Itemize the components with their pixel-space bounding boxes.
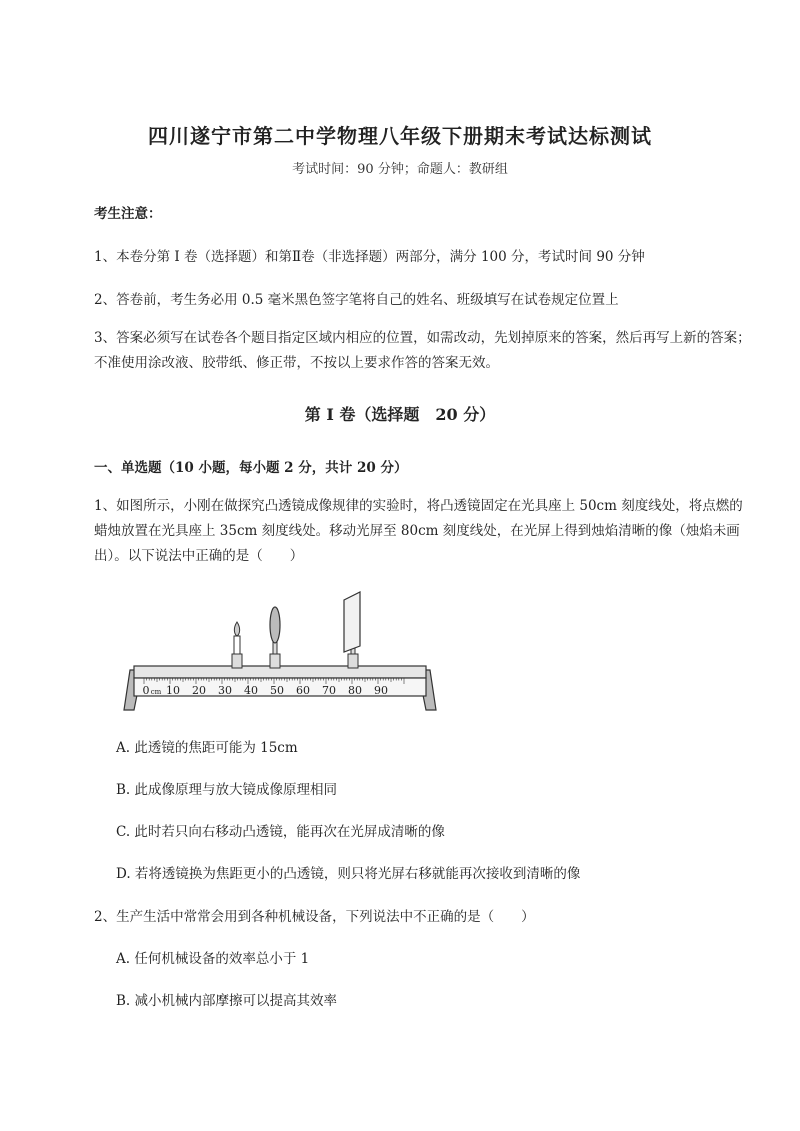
scale-label: 50 bbox=[270, 684, 284, 697]
convex-lens bbox=[270, 607, 280, 668]
scale-label: 10 bbox=[166, 684, 180, 697]
candle bbox=[232, 622, 242, 668]
notice-item: 1、本卷分第 I 卷（选择题）和第Ⅱ卷（非选择题）两部分，满分 100 分，考试时间 90 分钟 bbox=[94, 249, 645, 265]
notice-item: 2、答卷前，考生务必用 0.5 毫米黑色签字笔将自己的姓名、班级填写在试卷规定位置上 bbox=[94, 292, 619, 308]
scale-label: 60 bbox=[296, 684, 310, 697]
notice-item: 3、答案必须写在试卷各个题目指定区域内相应的位置，如需改动，先划掉原来的答案，然后再写上新的答案；不准使用涂改液、胶带纸、修正带，不按以上要求作答的答案无效。 bbox=[94, 330, 751, 371]
scale-label: 0 bbox=[142, 684, 150, 697]
question-stem: 2、生产生活中常常会用到各种机械设备，下列说法中不正确的是（ ） bbox=[94, 909, 535, 925]
scale-label: cm bbox=[150, 688, 162, 696]
scale-label: 30 bbox=[218, 684, 232, 697]
page-title: 四川遂宁市第二中学物理八年级下册期末考试达标测试 bbox=[148, 124, 652, 148]
question-option: C. 此时若只向右移动凸透镜，能再次在光屏成清晰的像 bbox=[116, 824, 445, 840]
question-option: A. 此透镜的焦距可能为 15cm bbox=[116, 740, 298, 756]
question-option: A. 任何机械设备的效率总小于 1 bbox=[116, 951, 310, 967]
part-title: 一、单选题（10 小题，每小题 2 分，共计 20 分） bbox=[94, 460, 408, 476]
question-option: D. 若将透镜换为焦距更小的凸透镜，则只将光屏右移就能再次接收到清晰的像 bbox=[116, 866, 581, 882]
section-title: 第 I 卷（选择题 20 分） bbox=[304, 405, 496, 424]
scale-label: 20 bbox=[192, 684, 206, 697]
question-stem: 1、如图所示，小刚在做探究凸透镜成像规律的实验时，将凸透镜固定在光具座上 50cm 刻度线处，将点燃的蜡烛放置在光具座上 35cm 刻度线处。移动光屏至 80cm 刻度线处，在光屏上得到烛焰清晰的像（烛焰未画出）。以下说法中正确的是（ ） bbox=[94, 498, 743, 564]
scale-label: 70 bbox=[322, 684, 336, 697]
light-screen bbox=[344, 592, 360, 668]
notice-heading: 考生注意： bbox=[94, 206, 162, 222]
scale-label: 80 bbox=[348, 684, 362, 697]
page-subtitle: 考试时间：90 分钟；命题人：教研组 bbox=[292, 162, 508, 177]
scale-label: 90 bbox=[374, 684, 388, 697]
optical-bench-figure bbox=[120, 588, 440, 718]
question-option: B. 此成像原理与放大镜成像原理相同 bbox=[116, 782, 338, 798]
scale-label: 40 bbox=[244, 684, 258, 697]
question-option: B. 减小机械内部摩擦可以提高其效率 bbox=[116, 993, 338, 1009]
